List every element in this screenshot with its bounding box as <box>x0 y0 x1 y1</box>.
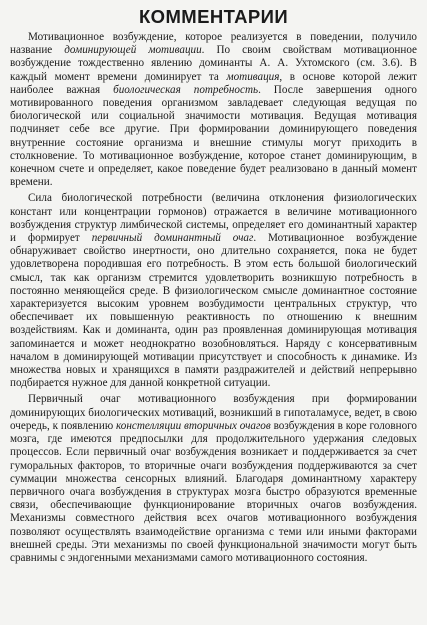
text-run: Первичный очаг мотивационного возбуждения при формировании доминирующих биологических мотиваций, возникший в гипоталамусе, ведет, в свою очередь, к появлению <box>10 393 417 432</box>
text-run: Мотивационное возбуждение, которое реализуется в поведении, получило название <box>10 31 417 57</box>
paragraph-1 <box>10 31 417 189</box>
text-run: , в основе которой лежит наиболее важная <box>10 70 417 96</box>
term-primary-dominant-focus: первичный доминантный очаг <box>91 232 254 245</box>
text-run: . По своим свойствам мотивационное возбуждение тождественно явлению доминанты А. А. Ухтомского (см. 3.6). В каждый момент времени доминирует та <box>10 44 417 83</box>
paragraph-3 <box>10 393 417 565</box>
paragraph-2 <box>10 192 417 390</box>
text-run: . После завершения одного мотивированного поведения организмом завладевает следующая ведущая по биологической или социальной значимости мотивация. Ведущая мотивация подчиняет себе все другие. При формировании доминирующего поведения внутренние состояние организма и внешние стимулы могут приходить в столкновение. То мотивационное возбуждение, которое станет доминирующим, в конечном счете и определяет, какое поведение будет реализовано в данный момент времени. <box>10 83 417 189</box>
term-biological-need: биологическая потребность <box>113 83 259 96</box>
page-title: КОММЕНТАРИИ <box>138 6 289 27</box>
text-run: Сила биологической потребности (величина отклонения физиологических констант или концентрации гормонов) отражается в величине мотивационного возбуждения структур лимбической системы, определяет его доминантный характер и формирует <box>10 192 417 245</box>
term-motivation: мотивация <box>226 70 280 83</box>
term-constellation-secondary-foci: констелляции вторичных очагов <box>116 419 271 432</box>
term-dominant-motivation: доминирующей мотивации <box>64 44 202 57</box>
text-run: возбуждения в коре головного мозга, где имеются предпосылки для продолжительного удержания следовых процессов. Если первичный очаг возбуждения возникает и поддерживается за счет гуморальных факторов, то вторичные очаги возбуждения поддерживаются за счет суммации множества сенсорных влияний. Благодаря доминантному характеру первичного очага возбуждения в структурах мозга быстро образуются временные связи, обеспечивающие функционирование вторичных очагов возбуждения. Механизмы совместного действия всех очагов мотивационного возбуждения позволяют осуществлять взаимодействие организма с теми или иными факторами внешней среды. Эти механизмы по своей функциональной значимости могут быть сравнимы с эндогенными механизмами самого мотивационного состояния. <box>10 419 418 564</box>
text-run: . Мотивационное возбуждение обнаруживает свойство инертности, оно длительно сохраняется, пока не будет удовлетворена породившая его потребность. В этом есть большой биологический смысл, так как организм стремится удовлетворить возникшую потребность в постоянно меняющейся среде. В физиологическом смысле доминантное состояние характеризуется высоким уровнем возбудимости центральных структур, что обеспечивает их повышенную реактивность по отношению к внешним воздействиям. Как и доминанта, один раз проявленная доминирующая мотивация запоминается и может неоднократно возобновляться. Наряду с консервативным началом в доминирующей мотивации присутствует и способность к динамике. Из множества новых и хранящихся в памяти раздражителей и действий непрерывно подбирается нужное для данной конкретной ситуации. <box>10 232 417 390</box>
